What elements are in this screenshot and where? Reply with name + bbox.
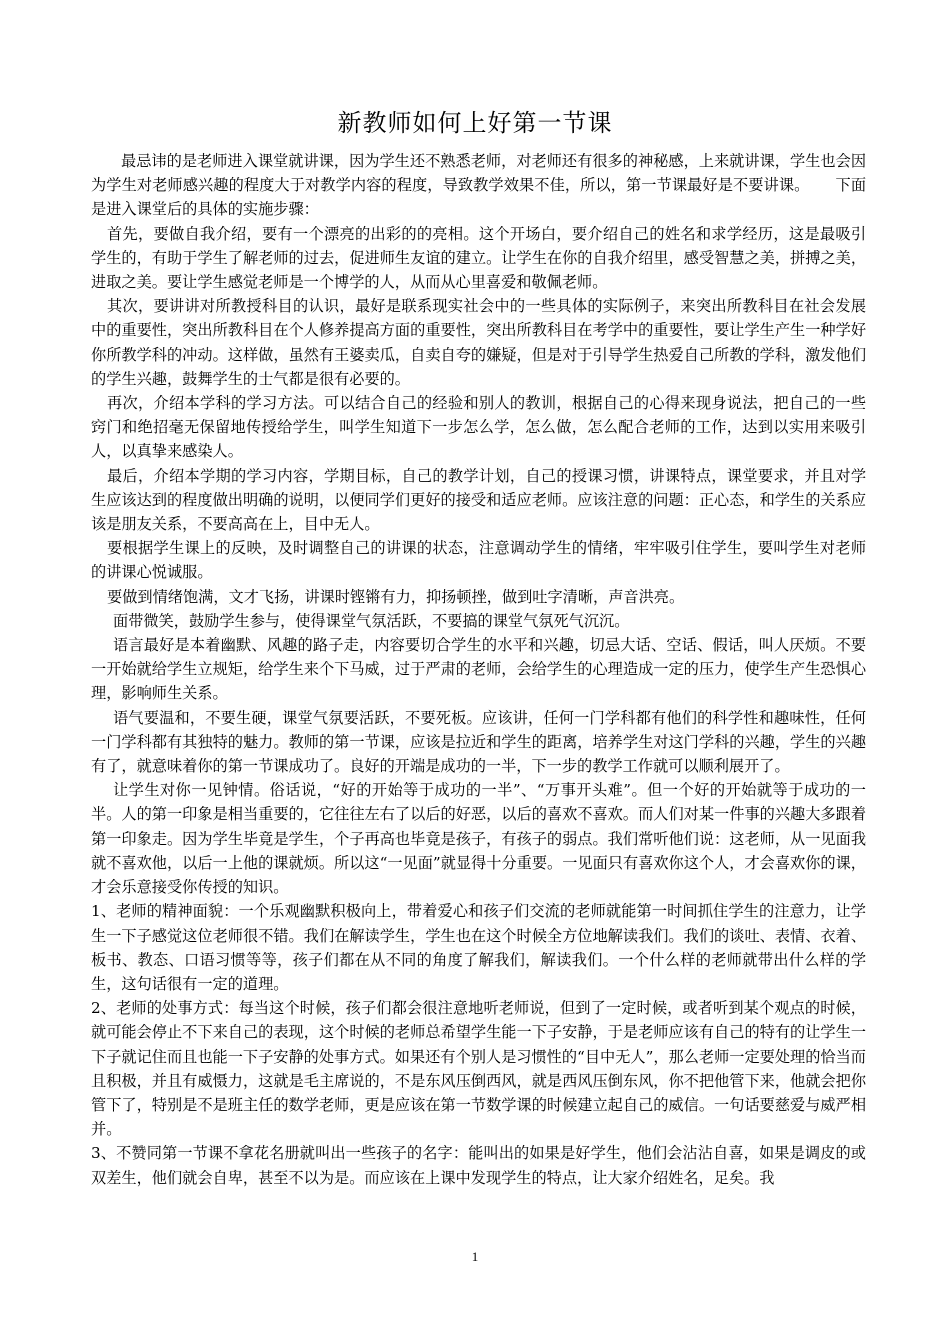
document-title: 新教师如何上好第一节课 xyxy=(337,109,613,137)
intro-text: 最忌讳的是老师进入课堂就讲课，因为学生还不熟悉老师，对老师还有很多的神秘感，上来就讲课，学生也会因为学生对老师感兴趣的程度大于对教学内容的程度，导致教学效果不佳，所以，第一节课最好是不要讲课。 xyxy=(91,152,866,195)
intro-steps-text: 下面是进入课堂后的具体的实施步骤： xyxy=(91,176,867,219)
paragraph-second: 其次，要讲讲对所教授科目的认识，最好是联系现实社会中的一些具体的实际例子，来突出所教科目在社会发展中的重要性，突出所教科目在个人修养提高方面的重要性，突出所教科目在考学中的重要性，要让学生产生一种学好你所教学科的冲动。这样做，虽然有王婆卖瓜，自卖自夸的嫌疑，但是对于引导学生热爱自己所教的学科，激发他们的学生兴趣，鼓舞学生的士气都是很有必要的。 xyxy=(91,297,866,388)
list-item-3: 3、不赞同第一节课不拿花名册就叫出一些孩子的名字：能叫出的如果是好学生，他们会沾沾自喜，如果是调皮的或双差生，他们就会自卑，甚至不以为是。而应该在上课中发现学生的特点，让大家介绍姓名，足矣。我 xyxy=(91,1144,866,1187)
paragraph-emotion: 要做到情绪饱满，文才飞扬，讲课时铿锵有力，抑扬顿挫，做到吐字清晰，声音洪亮。 xyxy=(107,587,685,606)
list-item-2: 2、老师的处事方式：每当这个时候，孩子们都会很注意地听老师说，但到了一定时候，或者听到某个观点的时候，就可能会停止不下来自己的表现，这个时候的老师总希望学生能一下子安静，于是老师应该有自己的特有的让学生一下子就记住而且也能一下子安静的处事方式。如果还有个别人是习惯性的“目中无人”，那么老师一定要处理的恰当而且积极，并且有威慑力，这就是毛主席说的，不是东风压倒西风，就是西风压倒东风，你不把他管下来，他就会把你管下了，特别是不是班主任的数学老师，更是应该在第一节数学课的时候建立起自己的威信。一句话要慈爱与威严相并。 xyxy=(91,999,866,1139)
paragraph-adjust: 要根据学生课上的反映，及时调整自己的讲课的状态，注意调动学生的情绪，牢牢吸引住学生，要叫学生对老师的讲课心悦诚服。 xyxy=(91,539,866,582)
paragraph-language: 语言最好是本着幽默、风趣的路子走，内容要切合学生的水平和兴趣，切忌大话、空话、假话，叫人厌烦。不要一开始就给学生立规矩，给学生来个下马威，过于严肃的老师，会给学生的心理造成一定的压力，使学生产生恐惧心理，影响师生关系。 xyxy=(91,636,866,703)
page-number: 1 xyxy=(471,1249,479,1264)
paragraph-intro xyxy=(91,149,866,222)
paragraph-third: 再次，介绍本学科的学习方法。可以结合自己的经验和别人的教训，根据自己的心得来现身说法，把自己的一些窍门和绝招毫无保留地传授给学生，叫学生知道下一步怎么学，怎么做，怎么配合老师的工作，达到以实用来吸引人，以真挚来感染人。 xyxy=(91,394,866,461)
paragraph-last: 最后，介绍本学期的学习内容，学期目标，自己的教学计划，自己的授课习惯，讲课特点，课堂要求，并且对学生应该达到的程度做出明确的说明，以便同学们更好的接受和适应老师。应该注意的问题：正心态，和学生的关系应该是朋友关系，不要高高在上，目中无人。 xyxy=(91,466,866,534)
list-item-1: 1、老师的精神面貌：一个乐观幽默积极向上，带着爱心和孩子们交流的老师就能第一时间抓住学生的注意力，让学生一下子感觉这位老师很不错。我们在解读学生，学生也在这个时候全方位地解读我们。我们的谈吐、表情、衣着、板书、教态、口语习惯等等，孩子们都在从不同的角度了解我们，解读我们。一个什么样的老师就带出什么样的学生，这句话很有一定的道理。 xyxy=(91,902,866,993)
paragraph-first: 首先，要做自我介绍，要有一个漂亮的出彩的的亮相。这个开场白，要介绍自己的姓名和求学经历，这是最吸引学生的，有助于学生了解老师的过去，促进师生友谊的建立。让学生在你的自我介绍里，感受智慧之美，拼搏之美，进取之美。要让学生感觉老师是一个博学的人，从而从心里喜爱和敬佩老师。 xyxy=(91,224,866,292)
paragraph-tone: 语气要温和，不要生硬，课堂气氛要活跃，不要死板。应该讲，任何一门学科都有他们的科学性和趣味性，任何一门学科都有其独特的魅力。教师的第一节课，应该是拉近和学生的距离，培养学生对这门学科的兴趣，学生的兴趣有了，就意味着你的第一节课成功了。良好的开端是成功的一半，下一步的教学工作就可以顺利展开了。 xyxy=(91,708,866,776)
paragraph-first-impression: 让学生对你一见钟情。俗话说，“好的开始等于成功的一半”、“万事开头难”。但一个好的开始就等于成功的一半。人的第一印象是相当重要的，它往往左右了以后的好恶，以后的喜欢不喜欢。而人们对某一件事的兴趣大多跟着第一印象走。因为学生毕竟是学生，个子再高也毕竟是孩子，有孩子的弱点。我们常听他们说：这老师，从一见面我就不喜欢他，以后一上他的课就烦。所以这“一见面”就显得十分重要。一见面只有喜欢你这个人，才会喜欢你的课，才会乐意接受你传授的知识。 xyxy=(91,781,866,897)
document-body xyxy=(91,149,866,1190)
paragraph-smile: 面带微笑，鼓励学生参与，使得课堂气氛活跃，不要搞的课堂气氛死气沉沉。 xyxy=(113,611,630,630)
